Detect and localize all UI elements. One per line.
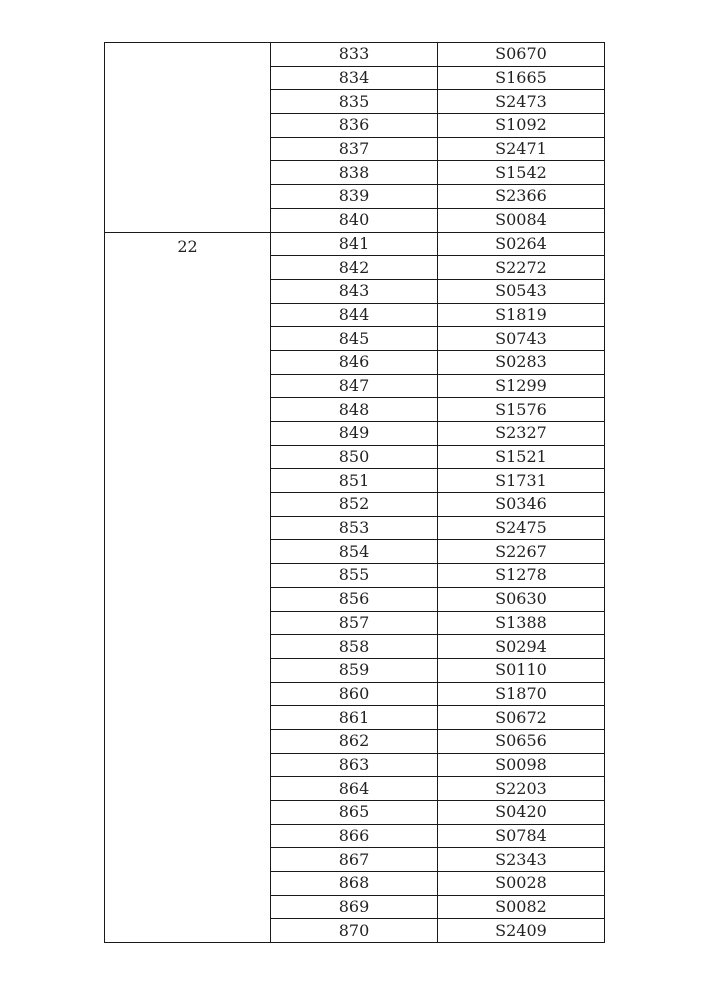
sequence-number-cell: 860 [271,682,438,706]
sequence-number-cell: 863 [271,753,438,777]
assignment-table [104,42,605,943]
group-number-cell: 22 [105,232,271,943]
sequence-number-cell: 868 [271,872,438,896]
sequence-number-cell: 841 [271,232,438,256]
sequence-number-cell: 836 [271,114,438,138]
code-cell: S2272 [438,256,605,280]
code-cell: S2267 [438,540,605,564]
sequence-number-cell: 867 [271,848,438,872]
code-cell: S0346 [438,493,605,517]
code-cell: S0420 [438,801,605,825]
sequence-number-cell: 833 [271,43,438,67]
code-cell: S2473 [438,90,605,114]
code-cell: S2475 [438,516,605,540]
code-cell: S0670 [438,43,605,67]
sequence-number-cell: 851 [271,469,438,493]
sequence-number-cell: 865 [271,801,438,825]
sequence-number-cell: 842 [271,256,438,280]
group-number-cell [105,43,271,233]
table-row [105,232,605,256]
code-cell: S0543 [438,279,605,303]
sequence-number-cell: 850 [271,445,438,469]
sequence-number-cell: 862 [271,729,438,753]
sequence-number-cell: 837 [271,137,438,161]
sequence-number-cell: 847 [271,374,438,398]
code-cell: S2327 [438,422,605,446]
code-cell: S1665 [438,66,605,90]
sequence-number-cell: 843 [271,279,438,303]
document-page [104,42,605,943]
sequence-number-cell: 856 [271,587,438,611]
sequence-number-cell: 854 [271,540,438,564]
sequence-number-cell: 857 [271,611,438,635]
code-cell: S0082 [438,895,605,919]
sequence-number-cell: 845 [271,327,438,351]
sequence-number-cell: 866 [271,824,438,848]
code-cell: S1299 [438,374,605,398]
sequence-number-cell: 869 [271,895,438,919]
sequence-number-cell: 870 [271,919,438,943]
code-cell: S1870 [438,682,605,706]
code-cell: S0110 [438,658,605,682]
sequence-number-cell: 839 [271,185,438,209]
sequence-number-cell: 861 [271,706,438,730]
sequence-number-cell: 858 [271,635,438,659]
sequence-number-cell: 852 [271,493,438,517]
code-cell: S0098 [438,753,605,777]
sequence-number-cell: 840 [271,208,438,232]
code-cell: S0264 [438,232,605,256]
code-cell: S0084 [438,208,605,232]
sequence-number-cell: 846 [271,350,438,374]
sequence-number-cell: 838 [271,161,438,185]
code-cell: S1819 [438,303,605,327]
code-cell: S1388 [438,611,605,635]
code-cell: S1576 [438,398,605,422]
code-cell: S0784 [438,824,605,848]
code-cell: S0630 [438,587,605,611]
code-cell: S2471 [438,137,605,161]
sequence-number-cell: 835 [271,90,438,114]
code-cell: S1542 [438,161,605,185]
code-cell: S0294 [438,635,605,659]
sequence-number-cell: 844 [271,303,438,327]
code-cell: S1278 [438,564,605,588]
sequence-number-cell: 859 [271,658,438,682]
sequence-number-cell: 864 [271,777,438,801]
code-cell: S0743 [438,327,605,351]
assignment-table-body [105,43,605,943]
code-cell: S2203 [438,777,605,801]
sequence-number-cell: 855 [271,564,438,588]
code-cell: S1731 [438,469,605,493]
sequence-number-cell: 849 [271,422,438,446]
code-cell: S1521 [438,445,605,469]
code-cell: S0028 [438,872,605,896]
code-cell: S0672 [438,706,605,730]
sequence-number-cell: 834 [271,66,438,90]
code-cell: S2343 [438,848,605,872]
sequence-number-cell: 848 [271,398,438,422]
table-row [105,43,605,67]
code-cell: S0656 [438,729,605,753]
sequence-number-cell: 853 [271,516,438,540]
code-cell: S2409 [438,919,605,943]
code-cell: S0283 [438,350,605,374]
code-cell: S1092 [438,114,605,138]
code-cell: S2366 [438,185,605,209]
